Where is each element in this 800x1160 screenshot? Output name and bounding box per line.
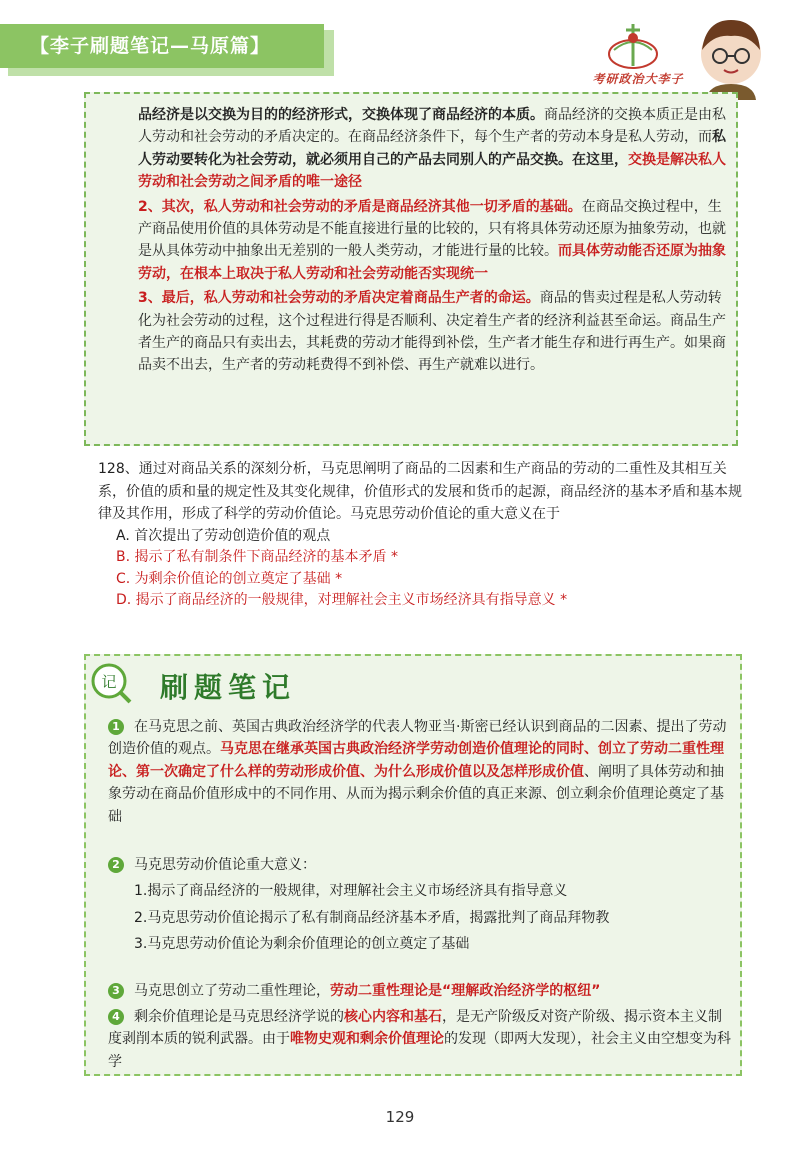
significance-line-2: 2.马克思劳动价值论揭示了私有制商品经济基本矛盾，揭露批判了商品拜物教 (134, 909, 610, 926)
analysis-box (84, 92, 738, 446)
significance-list (108, 880, 734, 955)
bullet-1-icon: 1 (108, 719, 124, 735)
avatar (688, 14, 774, 100)
bullet-2-icon: 2 (108, 857, 124, 873)
bullet-4-icon: 4 (108, 1009, 124, 1025)
bullet-3-icon: 3 (108, 983, 124, 999)
brand-text: 考研政治大李子 (592, 72, 684, 86)
question-stem: 128、通过对商品关系的深刻分析，马克思阐明了商品的二因素和生产商品的劳动的二重性及其相互关系，价值的质和量的规定性及其变化规律，价值形式的发展和货币的起源，商品经济的基本矛盾和基本规律及其作用，形成了科学的劳动价值论。马克思劳动价值论的重大意义在于 (98, 461, 742, 522)
note-item-2: 2 马克思劳动价值论重大意义： 1.揭示了商品经济的一般规律，对理解社会主义市场经济具有指导意义 2.马克思劳动价值论揭示了私有制商品经济基本矛盾，揭露批判了商品拜物教 3.马克思劳动价值论为剩余价值理论的创立奠定了基础 (108, 854, 734, 956)
logo-icon (596, 20, 670, 70)
analysis-paragraph-3: 3、最后，私人劳动和社会劳动的矛盾决定着商品生产者的命运。商品的售卖过程是私人劳动转化为社会劳动的过程，这个过程进行得是否顺利、决定着生产者的经济利益甚至命运。商品生产者生产的商品只有卖出去，其耗费的劳动才能得到补偿，生产者才能生存和进行再生产。如果商品卖不出去，生产者的劳动耗费得不到补偿、再生产就难以进行。 (138, 290, 726, 374)
significance-line-3: 3.马克思劳动价值论为剩余价值理论的创立奠定了基础 (134, 936, 470, 953)
option-d: D. 揭示了商品经济的一般规律，对理解社会主义市场经济具有指导意义 * (116, 592, 568, 608)
option-b: B. 揭示了私有制条件下商品经济的基本矛盾 * (116, 549, 398, 565)
analysis-paragraph-1: 品经济是以交换为目的的经济形式，交换体现了商品经济的本质。商品经济的交换本质正是由私人劳动和社会劳动的矛盾决定的。在商品经济条件下，每个生产者的劳动本身是私人劳动，而私人劳动要转化为社会劳动，就必须用自己的产品去同别人的产品交换。在这里，交换是解决私人劳动和社会劳动之间矛盾的唯一途径 (138, 107, 726, 191)
note-item-3: 3 马克思创立了劳动二重性理论，劳动二重性理论是“理解政治经济学的枢纽” (108, 980, 734, 1002)
note-item-1: 1 在马克思之前、英国古典政治经济学的代表人物亚当·斯密已经认识到商品的二因素、提出了劳动创造价值的观点。马克思在继承英国古典政治经济学劳动创造价值理论的同时、创立了劳动二重性理论、第一次确定了什么样的劳动形成价值、为什么形成价值以及怎样形成价值、阐明了具体劳动和抽象劳动在商品价值形成中的不同作用、从而为揭示剩余价值的真正来源、创立剩余价值理论奠定了基础 (108, 719, 727, 825)
question-128 (98, 458, 746, 612)
significance-line-1: 1.揭示了商品经济的一般规律，对理解社会主义市场经济具有指导意义 (134, 883, 568, 900)
analysis-paragraph-2: 2、其次，私人劳动和社会劳动的矛盾是商品经济其他一切矛盾的基础。在商品交换过程中，生产商品使用价值的具体劳动是不能直接进行量的比较的，只有将具体劳动还原为抽象劳动，也就是从具体劳动中抽象出无差别的一般人类劳动，才能进行量的比较。而具体劳动能否还原为抽象劳动，在根本上取决于私人劳动和社会劳动能否实现统一 (138, 198, 726, 282)
option-a: A. 首次提出了劳动创造价值的观点 (116, 527, 331, 544)
note-item-4: 4 剩余价值理论是马克思经济学说的核心内容和基石，是无产阶级反对资产阶级、揭示资本主义制度剥削本质的锐利武器。由于唯物史观和剩余价值理论的发现（即两大发现），社会主义由空想变为科学 (108, 1009, 731, 1070)
page-header-title: 【李子刷题笔记—马原篇】 (0, 24, 324, 68)
notes-title: 刷题笔记 (160, 671, 297, 704)
note-icon (88, 660, 134, 706)
page-number: 129 (385, 1108, 415, 1126)
svg-text:记: 记 (101, 673, 117, 691)
option-c: C. 为剩余价值论的创立奠定了基础 * (116, 570, 343, 587)
